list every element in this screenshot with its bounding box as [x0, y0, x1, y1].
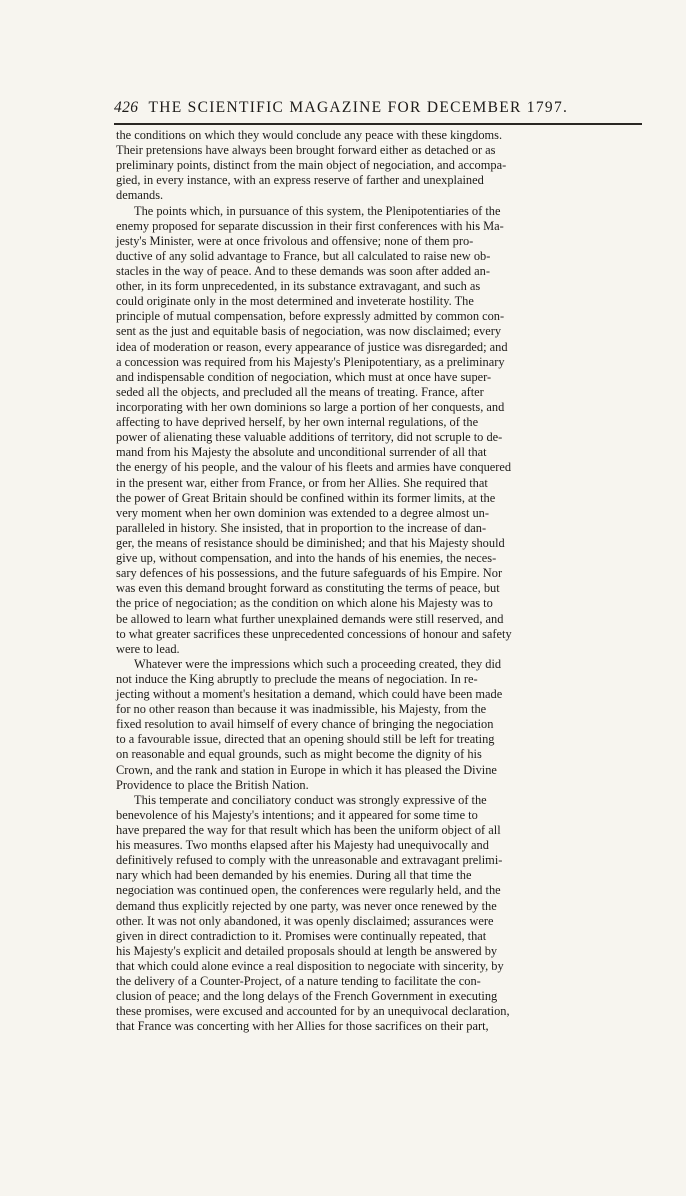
paragraph [116, 204, 642, 657]
text-line: other, in its form unprecedented, in its substance extravagant, and such as [116, 279, 481, 294]
text-line: gied, in every instance, with an express reserve of farther and unexplained [116, 173, 484, 188]
paragraph [116, 793, 642, 1035]
text-line: demand thus explicitly rejected by one party, was never once renewed by the [116, 898, 497, 913]
text-line: nary which had been demanded by his enemies. During all that time the [116, 868, 472, 883]
text-line: his measures. Two months elapsed after his Majesty had unequivocally and [116, 838, 489, 853]
running-title: THE SCIENTIFIC MAGAZINE FOR DECEMBER 1797. [148, 99, 569, 116]
text-line: This temperate and conciliatory conduct was strongly expressive of the [134, 792, 487, 807]
text-line: mand from his Majesty the absolute and unconditional surrender of all that [116, 445, 487, 460]
text-line: a concession was required from his Majesty's Plenipotentiary, as a preliminary [116, 354, 505, 369]
text-line: demands. [116, 188, 164, 203]
text-line: sary defences of his possessions, and the future safeguards of his Empire. Nor [116, 566, 503, 581]
text-line: be allowed to learn what further unexplained demands were still reserved, and [116, 611, 504, 626]
text-line: these promises, were excused and accounted for by an unequivocal declaration, [116, 1004, 510, 1019]
text-line: Crown, and the rank and station in Europe in which it has pleased the Divine [116, 762, 497, 777]
text-line: jecting without a moment's hesitation a demand, which could have been made [116, 687, 503, 702]
text-line: affecting to have deprived herself, by her own internal regulations, of the [116, 415, 479, 430]
text-line: his Majesty's explicit and detailed proposals should at length be answered by [116, 943, 498, 958]
paragraph [116, 128, 642, 204]
text-line: ger, the means of resistance should be diminished; and that his Majesty should [116, 535, 505, 550]
text-line: incorporating with her own dominions so large a portion of her conquests, and [116, 399, 505, 414]
text-line: in the present war, either from France, or from her Allies. She required that [116, 475, 488, 490]
paragraph [116, 657, 642, 793]
text-line: sent as the just and equitable basis of negociation, was now disclaimed; every [116, 324, 502, 339]
text-line: the energy of his people, and the valour of his fleets and armies have conquered [116, 460, 512, 475]
text-line: the conditions on which they would conclude any peace with these kingdoms. [116, 128, 503, 142]
text-line: jesty's Minister, were at once frivolous and offensive; none of them pro- [116, 233, 474, 248]
header-rule [114, 123, 642, 125]
text-line: the delivery of a Counter-Project, of a nature tending to facilitate the con- [116, 974, 481, 989]
text-line: could originate only in the most determined and inveterate hostility. The [116, 294, 474, 309]
text-line: stacles in the way of peace. And to these demands was soon after added an- [116, 263, 490, 278]
page-number: 426 [114, 99, 139, 116]
text-line: the price of negociation; as the condition on which alone his Majesty was to [116, 596, 493, 611]
text-line: definitively refused to comply with the unreasonable and extravagant prelimi- [116, 853, 503, 868]
text-line: preliminary points, distinct from the main object of negociation, and accompa- [116, 158, 507, 173]
text-line: was even this demand brought forward as constituting the terms of peace, but [116, 581, 500, 596]
text-line: negociation was continued open, the conferences were regularly held, and the [116, 883, 501, 898]
text-line: ductive of any solid advantage to France, but all calculated to raise new ob- [116, 248, 491, 263]
text-line: very moment when her own dominion was extended to a degree almost un- [116, 505, 489, 520]
text-line: not induce the King abruptly to preclude the means of negociation. In re- [116, 671, 478, 686]
text-line: other. It was not only abandoned, it was openly disclaimed; assurances were [116, 913, 494, 928]
body-text [116, 128, 642, 1035]
text-line: to a favourable issue, directed that an opening should still be left for treating [116, 732, 495, 747]
text-line: clusion of peace; and the long delays of the French Government in executing [116, 989, 498, 1004]
text-line: enemy proposed for separate discussion in their first conferences with his Ma- [116, 218, 504, 233]
text-line: fixed resolution to avail himself of every chance of bringing the negociation [116, 717, 494, 732]
text-line: Their pretensions have always been brought forward either as detached or as [116, 143, 496, 158]
text-line: Providence to place the British Nation. [116, 777, 309, 792]
text-line: principle of mutual compensation, before expressly admitted by common con- [116, 309, 505, 324]
text-line: benevolence of his Majesty's intentions; and it appeared for some time to [116, 807, 478, 822]
page-header [114, 99, 646, 117]
text-line: to what greater sacrifices these unprecedented concessions of honour and safety [116, 626, 512, 641]
text-line: the power of Great Britain should be confined within its former limits, at the [116, 490, 496, 505]
text-line: that which could alone evince a real disposition to negociate with sincerity, by [116, 959, 504, 974]
text-line: seded all the objects, and precluded all the means of treating. France, after [116, 384, 484, 399]
text-line: on reasonable and equal grounds, such as might become the dignity of his [116, 747, 482, 762]
text-line: given in direct contradiction to it. Promises were continually repeated, that [116, 928, 487, 943]
text-line: give up, without compensation, and into the hands of his enemies, the neces- [116, 551, 497, 566]
text-line: power of alienating these valuable additions of territory, did not scruple to de- [116, 430, 503, 445]
text-line: The points which, in pursuance of this system, the Plenipotentiaries of the [134, 203, 501, 218]
text-line: that France was concerting with her Allies for those sacrifices on their part, [116, 1019, 489, 1034]
text-line: and indispensable condition of negociation, which must at once have super- [116, 369, 492, 384]
text-line: have prepared the way for that result which has been the uniform object of all [116, 823, 501, 838]
text-line: Whatever were the impressions which such a proceeding created, they did [134, 656, 502, 671]
text-line: paralleled in history. She insisted, that in proportion to the increase of dan- [116, 520, 487, 535]
text-line: were to lead. [116, 641, 180, 656]
text-line: idea of moderation or reason, every appearance of justice was disregarded; and [116, 339, 508, 354]
text-line: for no other reason than because it was inadmissible, his Majesty, from the [116, 702, 487, 717]
